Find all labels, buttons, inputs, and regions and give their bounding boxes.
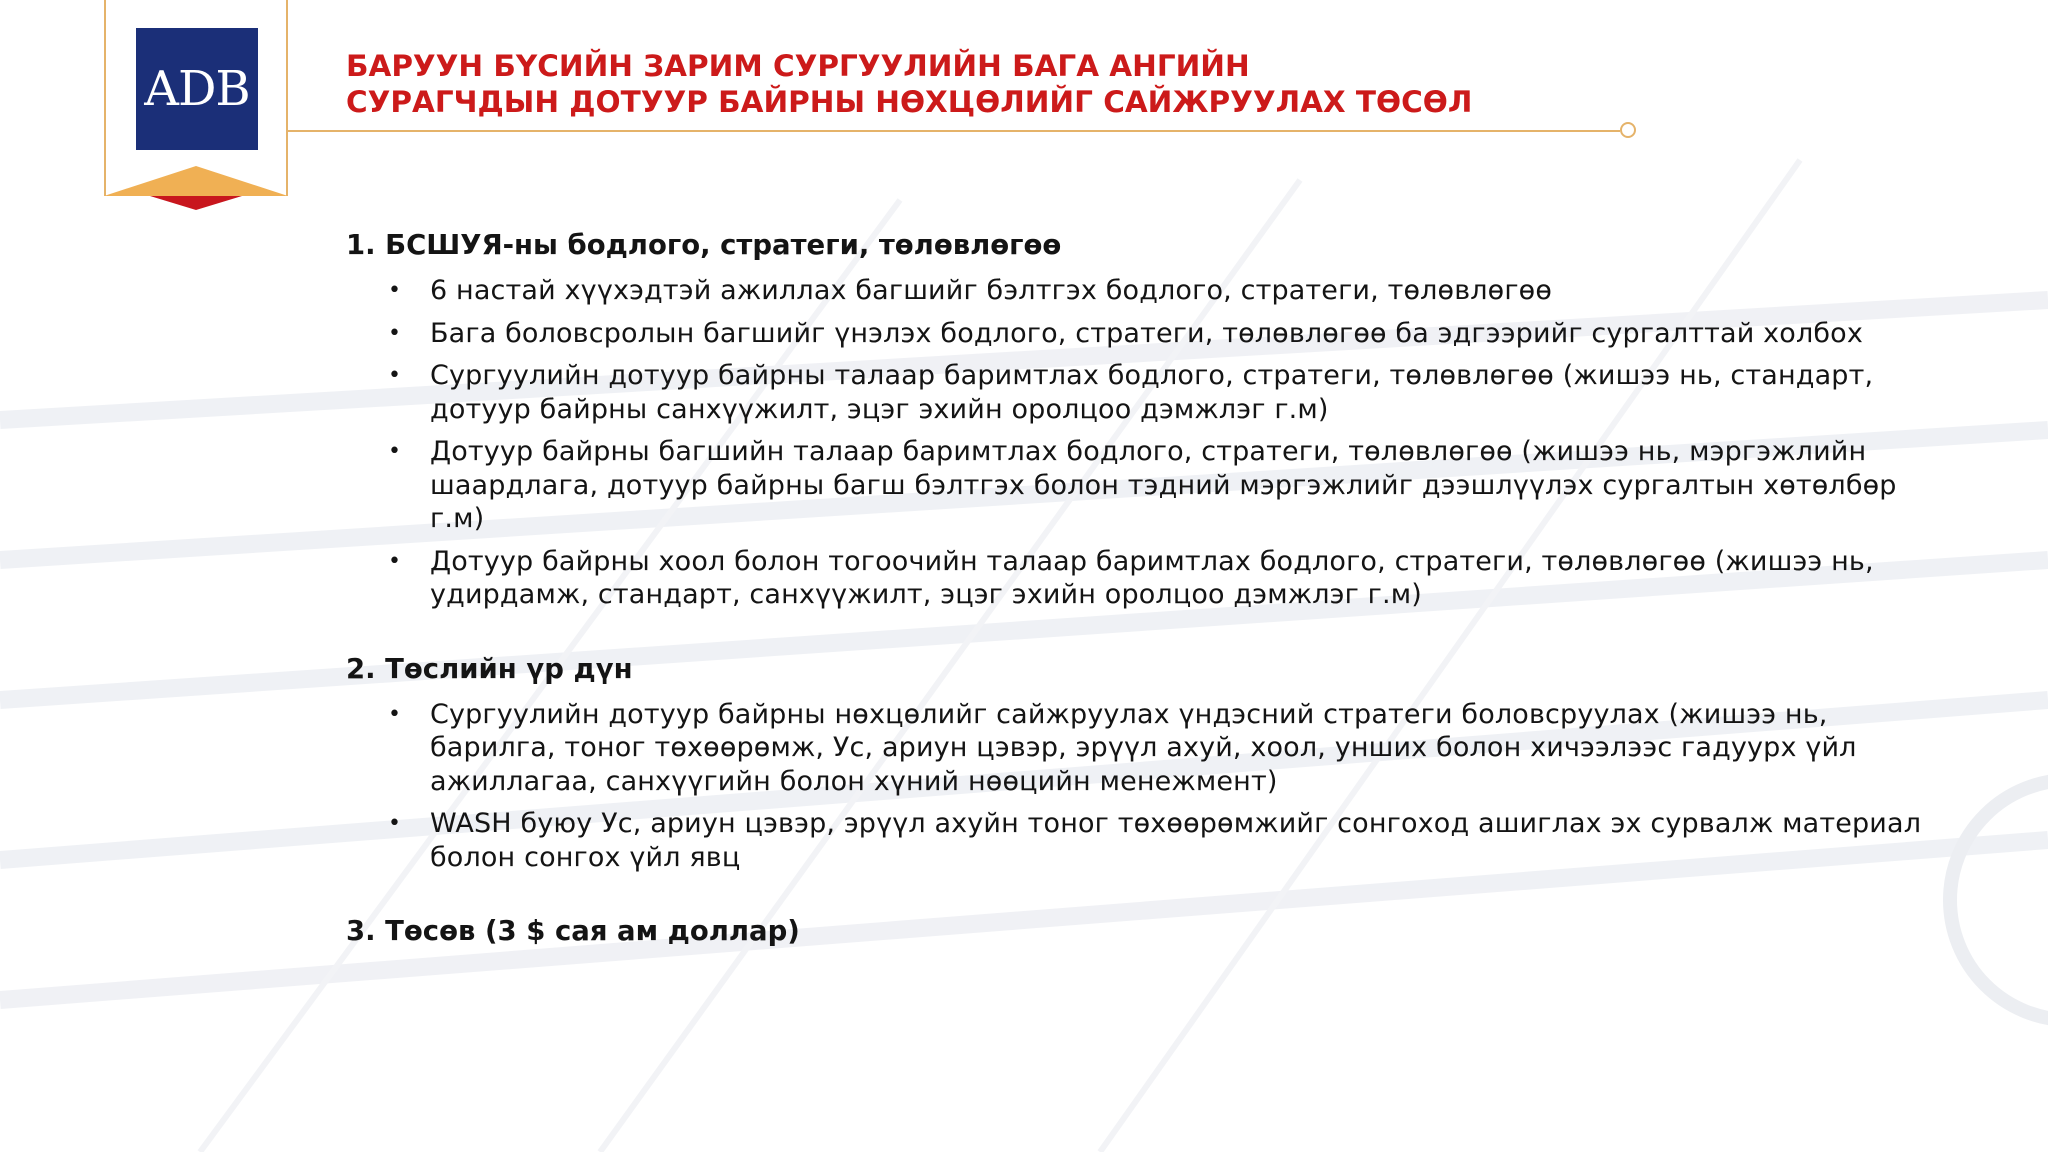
section-policy <box>346 226 1926 612</box>
list-item-text: Сургуулийн дотуур байрны нөхцөлийг сайжруулах үндэсний стратеги боловсруулах (жишээ нь, барилга, тоног төхөөрөмж, Ус, ариун цэвэр, эрүүл ахуй, хоол, унших болон хичээлээс гадуурх үйл ажиллагаа, санхүүгийн болон хүний нөөцийн менежмент) <box>430 698 1857 797</box>
page-title <box>346 48 1472 120</box>
page-title-line-2: СУРАГЧДЫН ДОТУУР БАЙРНЫ НӨХЦӨЛИЙГ САЙЖРУУЛАХ ТӨСӨЛ <box>346 85 1473 119</box>
bullet-icon: • <box>388 811 402 836</box>
section-heading: 2. Төслийн үр дүн <box>346 652 633 685</box>
list-item-text: WASH буюу Ус, ариун цэвэр, эрүүл ахуйн тоног төхөөрөмжийг сонгоход ашиглах эх сурвалж материал болон сонгох үйл явц <box>430 808 1922 873</box>
bullet-icon: • <box>388 363 402 388</box>
list-item-text: Дотуур байрны хоол болон тогоочийн талаар баримтлах бодлого, стратеги, төлөвлөгөө (жишээ нь, удирдамж, стандарт, санхүүжилт, эцэг эхийн оролцоо дэмжлэг г.м) <box>430 545 1874 610</box>
logo-text: ADB <box>144 61 250 117</box>
bullet-icon: • <box>388 278 402 303</box>
title-divider-extension <box>1288 130 1620 132</box>
title-divider <box>288 130 1288 132</box>
bullet-icon: • <box>388 439 402 464</box>
section-results <box>346 650 1926 875</box>
section-budget <box>346 912 1926 950</box>
list-item-text: Дотуур байрны багшийн талаар баримтлах бодлого, стратеги, төлөвлөгөө (жишээ нь, мэргэжлийн шаардлага, дотуур байрны багш бэлтгэх болон тэдний мэргэжлийг дээшлүүлэх сургалтын хөтөлбөр г.м) <box>430 436 1897 534</box>
list-item <box>346 317 1926 351</box>
bullet-list <box>346 274 1926 612</box>
list-item <box>346 359 1926 426</box>
section-heading: 1. БСШУЯ-ны бодлого, стратеги, төлөвлөгөө <box>346 229 1062 261</box>
list-item <box>346 807 1926 874</box>
list-item-text: Сургуулийн дотуур байрны талаар баримтлах бодлого, стратеги, төлөвлөгөө (жишээ нь, стандарт, дотуур байрны санхүүжилт, эцэг эхийн оролцоо дэмжлэг г.м) <box>430 360 1874 425</box>
bullet-icon: • <box>388 548 402 574</box>
chevron-down-icon <box>104 166 288 210</box>
list-item <box>346 435 1926 536</box>
list-item <box>346 545 1926 612</box>
list-item-text: Бага боловсролын багшийг үнэлэх бодлого, стратеги, төлөвлөгөө ба эдгээрийг сургалттай холбох <box>430 317 1863 349</box>
section-heading: 3. Төсөв (3 $ сая ам доллар) <box>346 915 800 947</box>
slide-content <box>346 226 1926 950</box>
page-title-line-1: БАРУУН БҮСИЙН ЗАРИМ СУРГУУЛИЙН БАГА АНГИЙН <box>346 49 1250 83</box>
bullet-icon: • <box>388 320 402 346</box>
list-item <box>346 274 1926 308</box>
adb-logo <box>136 28 258 150</box>
bullet-list <box>346 698 1926 875</box>
list-item <box>346 698 1926 799</box>
bullet-icon: • <box>388 701 402 727</box>
list-item-text: 6 настай хүүхэдтэй ажиллах багшийг бэлтгэх бодлого, стратеги, төлөвлөгөө <box>430 275 1553 306</box>
divider-end-circle-icon <box>1620 122 1636 138</box>
